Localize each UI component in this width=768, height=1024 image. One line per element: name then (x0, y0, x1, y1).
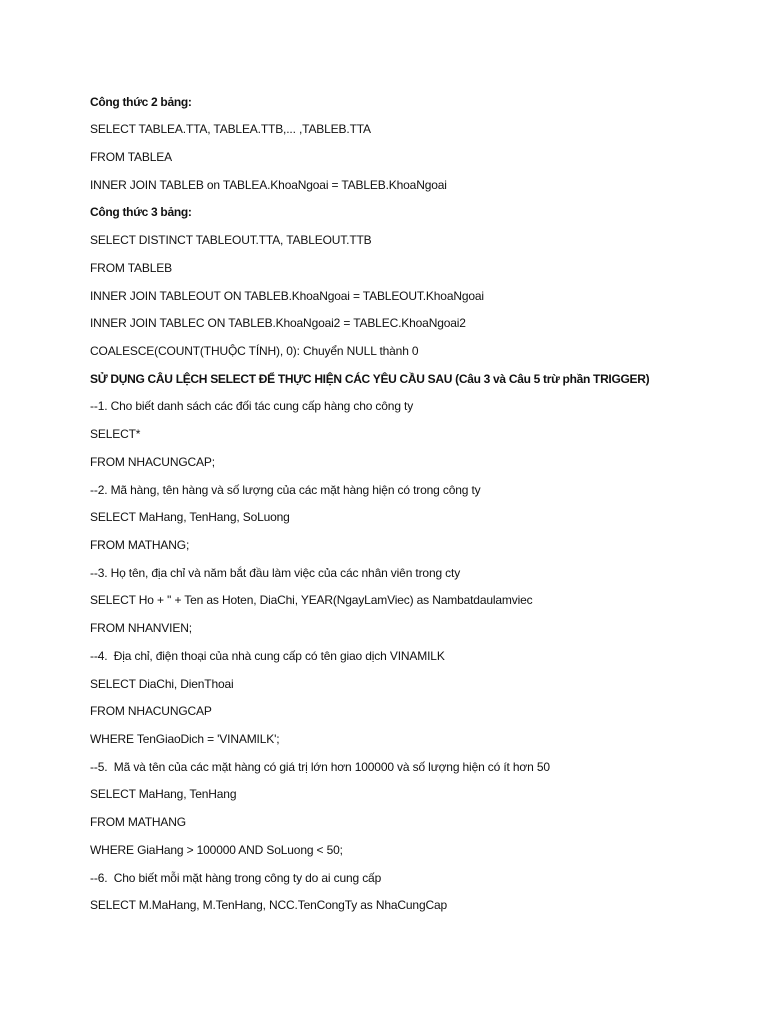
text-line: FROM NHANVIEN; (90, 621, 192, 636)
section-heading: Công thức 2 bảng: (90, 94, 192, 109)
text-line: INNER JOIN TABLEC ON TABLEB.KhoaNgoai2 = TABLEC.KhoaNgoai2 (90, 316, 466, 331)
text-line: SELECT MaHang, TenHang, SoLuong (90, 510, 290, 525)
text-line: SELECT DISTINCT TABLEOUT.TTA, TABLEOUT.TTB (90, 233, 372, 248)
text-line: WHERE GiaHang > 100000 AND SoLuong < 50; (90, 842, 343, 857)
text-line: SELECT DiaChi, DienThoai (90, 676, 234, 691)
text-line: WHERE TenGiaoDich = 'VINAMILK'; (90, 732, 280, 747)
section-heading: SỬ DỤNG CÂU LỆCH SELECT ĐỂ THỰC HIỆN CÁC YÊU CẦU SAU (Câu 3 và Câu 5 trừ phần TRIGGER) (90, 371, 650, 386)
text-line: SELECT* (90, 427, 141, 442)
text-line: COALESCE(COUNT(THUỘC TÍNH), 0): Chuyển NULL thành 0 (90, 343, 419, 358)
text-line: --5. Mã và tên của các mặt hàng có giá trị lớn hơn 100000 và số lượng hiện có ít hơn 50 (90, 759, 550, 774)
text-line: FROM NHACUNGCAP; (90, 454, 215, 469)
text-line: SELECT Ho + '' + Ten as Hoten, DiaChi, YEAR(NgayLamViec) as Nambatdaulamviec (90, 593, 533, 608)
text-line: --3. Họ tên, địa chỉ và năm bắt đầu làm việc của các nhân viên trong cty (90, 565, 461, 580)
text-line: SELECT MaHang, TenHang (90, 787, 237, 802)
text-line: --4. Địa chỉ, điện thoại của nhà cung cấp có tên giao dịch VINAMILK (90, 648, 445, 663)
text-line: --2. Mã hàng, tên hàng và số lượng của các mặt hàng hiện có trong công ty (90, 482, 481, 497)
text-line: INNER JOIN TABLEOUT ON TABLEB.KhoaNgoai = TABLEOUT.KhoaNgoai (90, 288, 484, 303)
text-line: FROM NHACUNGCAP (90, 704, 212, 719)
section-heading: Công thức 3 bảng: (90, 205, 192, 220)
text-line: --1. Cho biết danh sách các đối tác cung cấp hàng cho công ty (90, 399, 414, 414)
text-line: FROM MATHANG (90, 815, 186, 830)
document-body (90, 89, 730, 921)
text-line: INNER JOIN TABLEB on TABLEA.KhoaNgoai = TABLEB.KhoaNgoai (90, 177, 447, 192)
text-line: FROM MATHANG; (90, 538, 190, 552)
text-line: SELECT M.MaHang, M.TenHang, NCC.TenCongTy as NhaCungCap (90, 898, 448, 913)
text-line: FROM TABLEA (90, 149, 172, 164)
text-line: FROM TABLEB (90, 260, 172, 275)
text-line: SELECT TABLEA.TTA, TABLEA.TTB,... ,TABLEB.TTA (90, 122, 371, 137)
text-line: --6. Cho biết mỗi mặt hàng trong công ty do ai cung cấp (90, 870, 382, 885)
